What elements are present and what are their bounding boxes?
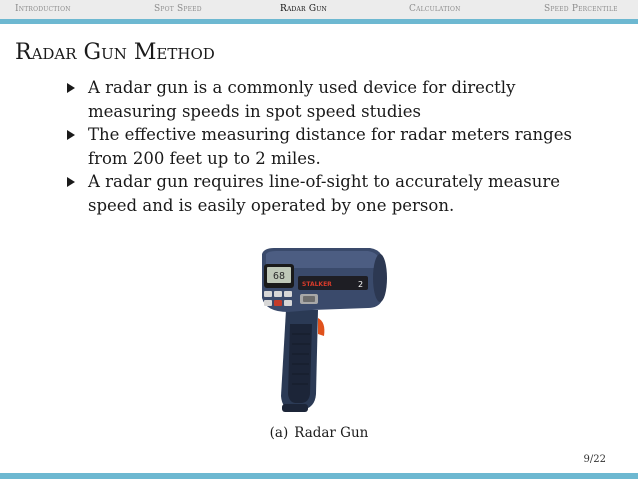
bullet-text: A radar gun requires line-of-sight to accurately measure speed and is easily operated by one person. — [88, 172, 561, 215]
bullet-item — [66, 76, 576, 123]
device-display-reading: 68 — [272, 271, 286, 282]
triangle-bullet-icon — [67, 177, 75, 187]
bullet-item — [66, 123, 576, 170]
section-navigation — [0, 0, 638, 24]
radar-gun-image — [252, 244, 390, 416]
bullet-list — [66, 76, 576, 217]
nav-item-radar-gun[interactable]: Radar Gun — [280, 4, 327, 14]
bullet-text: The effective measuring distance for radar meters ranges from 200 feet up to 2 miles. — [88, 125, 572, 168]
radar-gun-icon — [252, 244, 390, 416]
device-brand-text: STALKER — [302, 281, 332, 288]
nav-item-introduction[interactable]: Introduction — [15, 4, 71, 14]
bullet-item — [66, 170, 576, 217]
bullet-text: A radar gun is a commonly used device for directly measuring speeds in spot speed studies — [88, 78, 516, 121]
slide-title: Radar Gun Method — [15, 40, 215, 65]
footer-bar — [0, 473, 638, 479]
device-number: 2 — [358, 280, 364, 289]
caption-text: Radar Gun — [294, 425, 369, 441]
page-number: 9/22 — [583, 454, 606, 465]
nav-item-spot-speed[interactable]: Spot Speed — [154, 4, 202, 14]
triangle-bullet-icon — [67, 130, 75, 140]
nav-item-speed-percentile[interactable]: Speed Percentile — [544, 4, 618, 14]
triangle-bullet-icon — [67, 83, 75, 93]
figure-caption — [0, 425, 638, 441]
caption-tag: (a) — [269, 425, 289, 441]
nav-item-calculation[interactable]: Calculation — [409, 4, 461, 14]
